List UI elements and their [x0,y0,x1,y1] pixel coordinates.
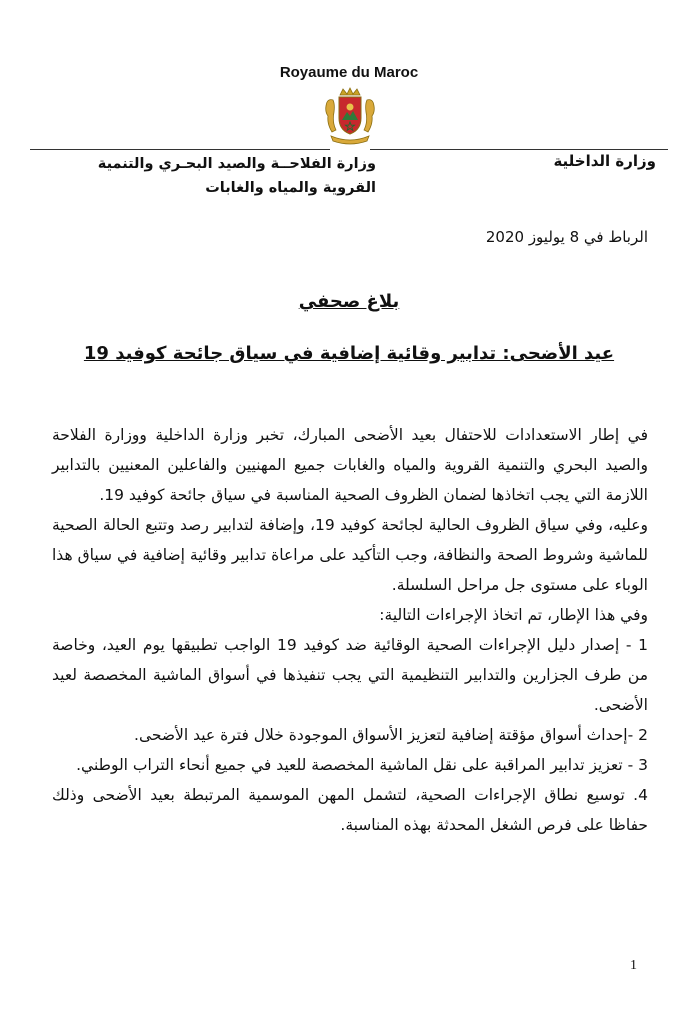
country-name: Royaume du Maroc [279,64,419,81]
ministry-interior: وزارة الداخلية [553,152,656,170]
list-item: 3 - تعزيز تدابير المراقبة على نقل الماشية المخصصة للعيد في جميع أنحاء التراب الوطني. [76,756,648,774]
paragraph: وعليه، وفي سياق الظروف الحالية لجائحة كوفيد 19، وإضافة لتدابير رصد وتتبع الحالة الصحية للماشية وشروط الصحة والنظافة، وجب التأكيد على مراعاة تدابير وقائية إضافية في سياق هذا الوباء على مستوى جل مراحل السلسلة. [52,516,648,594]
list-item: 4. توسيع نطاق الإجراءات الصحية، لتشمل المهن الموسمية المرتبطة بعيد الأضحى وذلك حفاظا على فرص الشغل المحدثة بهذه المناسبة. [52,786,648,834]
document-type-heading: بلاغ صحفي [298,291,400,312]
header-divider-right [370,149,668,150]
paragraph: وفي هذا الإطار، تم اتخاذ الإجراءات التالية: [379,606,648,624]
header-divider-left [30,149,330,150]
coat-of-arms-icon [323,86,377,146]
page-number: 1 [630,958,637,973]
ministry-agriculture-line2: القروية والمياه والغابات [205,180,376,196]
list-item: 2 -إحداث أسواق مؤقتة إضافية لتعزيز الأسواق الموجودة خلال فترة عيد الأضحى. [134,726,648,744]
document-body [52,420,648,840]
document-date: الرباط في 8 يوليوز 2020 [485,228,648,246]
document-title: عيد الأضحى: تدابير وقائية إضافية في سياق جائحة كوفيد 19 [83,343,615,364]
ministry-agriculture [86,152,376,200]
ministry-agriculture-line1: وزارة الفلاحــة والصيد البحـري والتنمية [97,156,376,172]
paragraph: في إطار الاستعدادات للاحتفال بعيد الأضحى المبارك، تخبر وزارة الداخلية ووزارة الفلاحة والصيد البحري والتنمية القروية والمياه والغابات جميع المهنيين والفاعلين المعنيين بالتدابير اللازمة التي يجب اتخاذها لضمان الظروف الصحية المناسبة في سياق جائحة كوفيد 19. [52,426,648,504]
list-item: 1 - إصدار دليل الإجراءات الصحية الوقائية ضد كوفيد 19 الواجب تطبيقها يوم العيد، وخاصة من طرف الجزارين والتدابير التنظيمية التي يجب تنفيذها في أسواق الماشية المخصصة لعيد الأضحى. [52,636,649,714]
